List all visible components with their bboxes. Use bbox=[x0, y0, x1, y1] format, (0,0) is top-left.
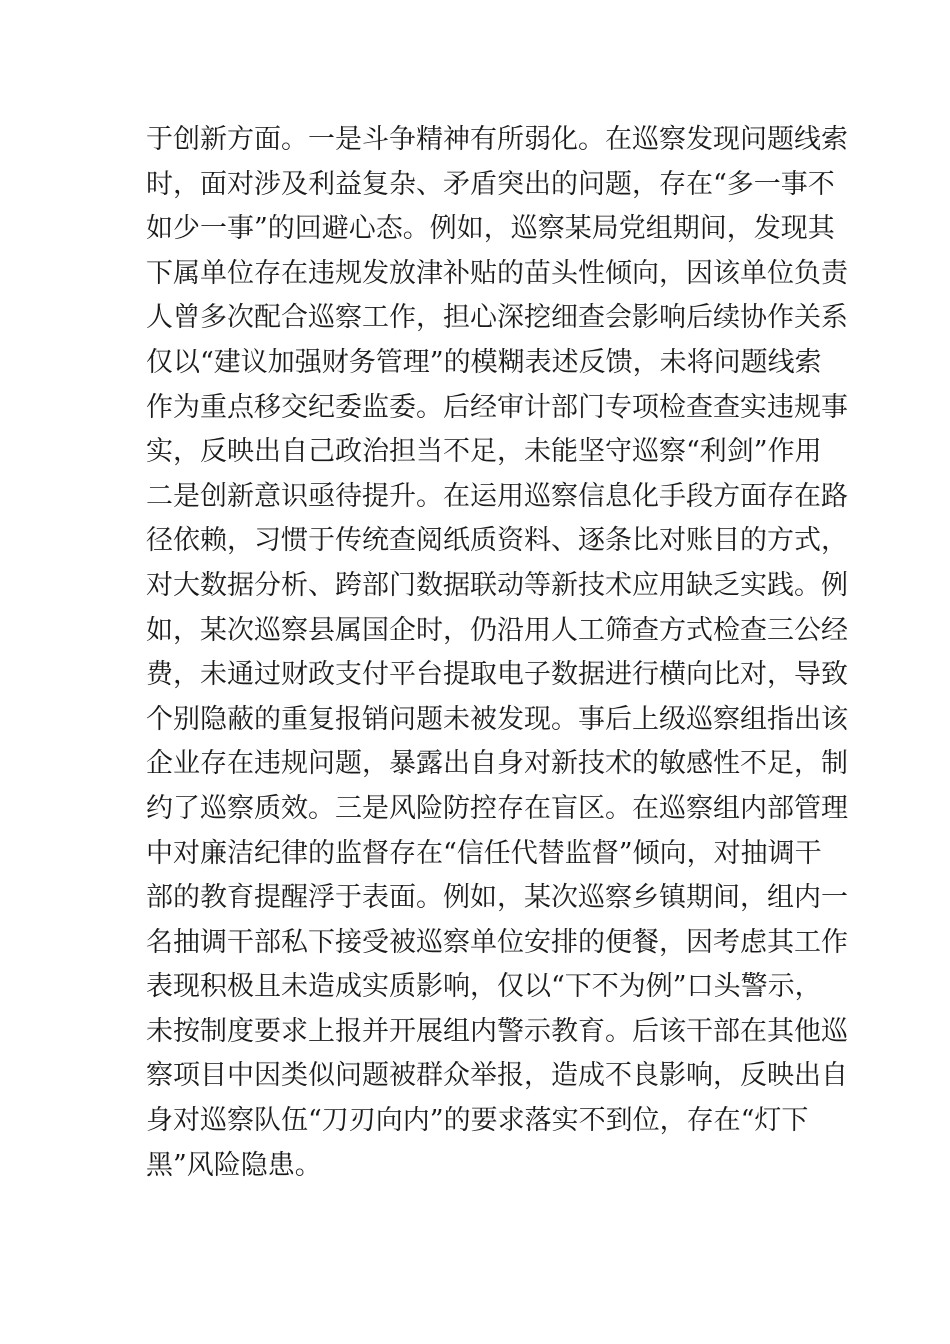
text-line: 作为重点移交纪委监委。后经审计部门专项检查查实违规事 bbox=[146, 391, 848, 423]
text-line: 察项目中因类似问题被群众举报，造成不良影响，反映出自 bbox=[146, 1060, 848, 1092]
text-line: 对大数据分析、跨部门数据联动等新技术应用缺乏实践。例 bbox=[146, 569, 848, 601]
text-line: 费，未通过财政支付平台提取电子数据进行横向比对，导致 bbox=[146, 659, 848, 691]
text-line: 下属单位存在违规发放津补贴的苗头性倾向，因该单位负责 bbox=[146, 257, 848, 289]
text-line: 未按制度要求上报并开展组内警示教育。后该干部在其他巡 bbox=[146, 1015, 848, 1047]
text-line: 表现积极且未造成实质影响，仅以“下不为例”口头警示， bbox=[146, 971, 822, 1003]
text-line: 人曾多次配合巡察工作，担心深挖细查会影响后续协作关系 bbox=[146, 302, 848, 334]
text-line: 企业存在违规问题，暴露出自身对新技术的敏感性不足，制 bbox=[146, 748, 848, 780]
text-line: 中对廉洁纪律的监督存在“信任代替监督”倾向，对抽调干 bbox=[146, 837, 822, 869]
text-line: 于创新方面。一是斗争精神有所弱化。在巡察发现问题线索 bbox=[146, 124, 848, 155]
text-line: 时，面对涉及利益复杂、矛盾突出的问题，存在“多一事不 bbox=[146, 168, 835, 200]
text-line: 仅以“建议加强财务管理”的模糊表述反馈，未将问题线索 bbox=[146, 346, 822, 378]
text-line: 实，反映出自己政治担当不足，未能坚守巡察“利剑”作用 bbox=[146, 436, 822, 468]
text-line: 个别隐蔽的重复报销问题未被发现。事后上级巡察组指出该 bbox=[146, 703, 848, 735]
body-paragraph bbox=[146, 118, 848, 1188]
text-line: 名抽调干部私下接受被巡察单位安排的便餐，因考虑其工作 bbox=[146, 926, 848, 958]
text-line: 约了巡察质效。三是风险防控存在盲区。在巡察组内部管理 bbox=[146, 792, 848, 824]
text-line: 身对巡察队伍“刀刃向内”的要求落实不到位，存在“灯下 bbox=[146, 1105, 809, 1137]
text-line: 如少一事”的回避心态。例如，巡察某局党组期间，发现其 bbox=[146, 213, 835, 245]
text-line: 径依赖，习惯于传统查阅纸质资料、逐条比对账目的方式， bbox=[146, 525, 848, 557]
text-line: 二是创新意识亟待提升。在运用巡察信息化手段方面存在路 bbox=[146, 480, 848, 512]
text-line: 部的教育提醒浮于表面。例如，某次巡察乡镇期间，组内一 bbox=[146, 882, 848, 914]
text-line: 黑”风险隐患。 bbox=[146, 1149, 322, 1181]
text-line: 如，某次巡察县属国企时，仍沿用人工筛查方式检查三公经 bbox=[146, 614, 848, 646]
